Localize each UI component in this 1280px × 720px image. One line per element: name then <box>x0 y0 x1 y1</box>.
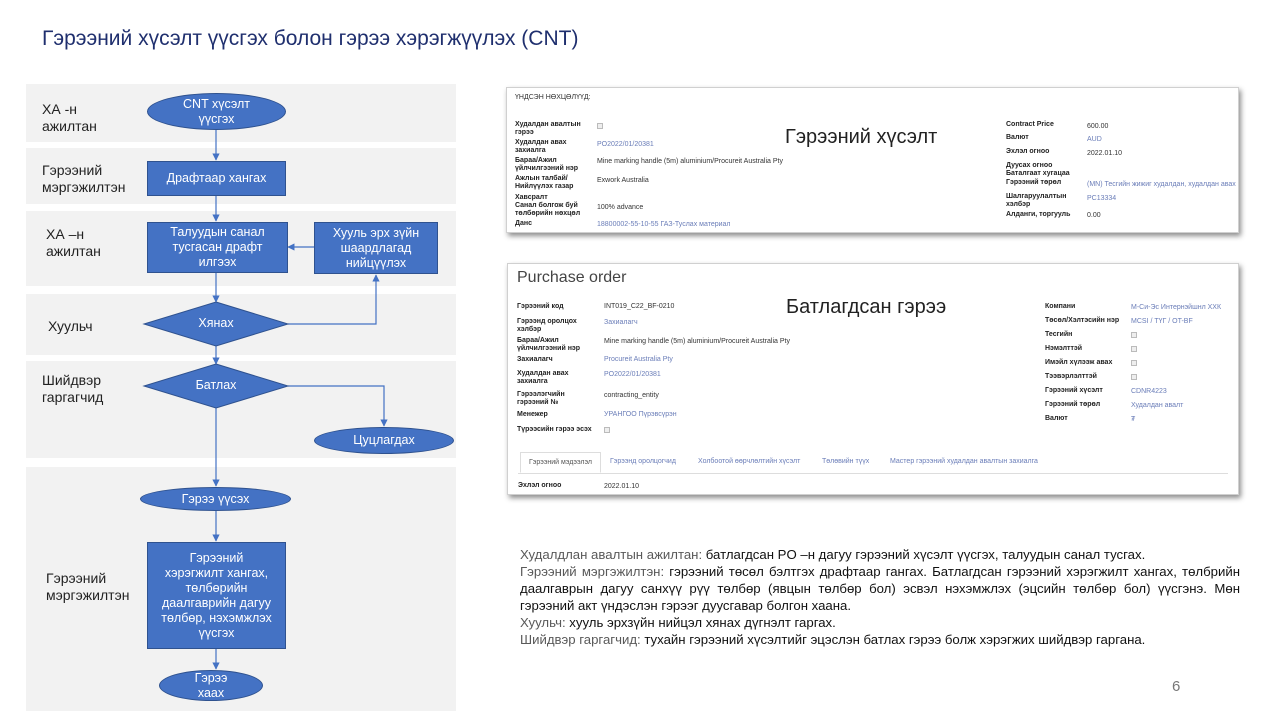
contract-created-oval: Гэрээ үүсэх <box>140 487 291 511</box>
shot2-value[interactable]: УРАНГОО Пүрэвсүрэн <box>604 411 677 418</box>
shot1-right-value: AUD <box>1087 136 1102 143</box>
shot2-start-value: 2022.01.10 <box>604 483 640 490</box>
arrow-approve-to-cancel <box>288 386 384 426</box>
shot1-right-value: 0.00 <box>1087 212 1101 219</box>
review-label: Хянах <box>198 316 234 330</box>
shot1-value: Mine marking handle (5m) aluminium/Procureit Australia Pty <box>597 158 783 165</box>
shot2-label: Түрээсийн гэрээ эсэх <box>517 426 592 433</box>
description-paragraph: Шийдвэр гаргагчид: тухайн гэрээний хүсэлтийг эцэслэн батлах гэрээ болж хэрэгжих шийдвэр гаргана. <box>520 632 1146 647</box>
lane-label-contract-specialist-2: Гэрээний мэргэжилтэн <box>46 570 130 603</box>
shot2-value: contracting_entity <box>604 392 659 399</box>
shot1-checkbox[interactable] <box>597 123 603 129</box>
shot2-right-label: Компани <box>1045 303 1076 310</box>
shot2-label: Гэрээлэгчийн гэрээний № <box>517 391 565 406</box>
tab-status-history[interactable]: Төлөвийн түүх <box>822 458 870 465</box>
contract-request-screenshot <box>506 87 1239 233</box>
shot1-label: Худалдан авах захиалга <box>515 139 567 154</box>
shot2-right-label: Гэрээний төрөл <box>1045 401 1101 408</box>
shot2-right-label: Тесгийн <box>1045 331 1073 338</box>
tab-participants[interactable]: Гэрээнд оролцогчид <box>610 458 676 465</box>
shot1-value[interactable]: PO2022/01/20381 <box>597 141 654 148</box>
shot2-value[interactable]: PO2022/01/20381 <box>604 371 661 378</box>
contract-execution-box: Гэрээний хэрэгжилт хангах, төлбөрийн даалгаврийн дагуу төлбөр, нэхэмжлэх үүсгэх <box>147 542 286 649</box>
shot2-right-label: Гэрээний хүсэлт <box>1045 387 1103 394</box>
shot2-value: Mine marking handle (5m) aluminium/Procureit Australia Pty <box>604 338 790 345</box>
shot1-label: Хавсралт <box>515 194 548 201</box>
shot2-header: Purchase order <box>517 269 627 286</box>
shot1-label: Бараа/Ажил үйлчилгээний нэр <box>515 157 579 172</box>
shot2-tab-bar <box>518 450 1228 474</box>
shot1-label: Санал болгож буй төлбөрийн нөхцөл <box>515 202 581 217</box>
shot1-right-label: Шалгаруулалтын хэлбэр <box>1006 193 1067 208</box>
shot2-checkbox[interactable] <box>604 427 610 433</box>
shot1-right-label: Contract Price <box>1006 121 1054 128</box>
shot1-right-value: 2022.01.10 <box>1087 150 1123 157</box>
shot2-checkbox[interactable] <box>1131 332 1137 338</box>
lane-label-procurement-officer: ХА -н ажилтан <box>42 101 97 134</box>
approve-label: Батлах <box>195 378 237 392</box>
counterparty-draft-box: Талуудын санал тусгасан драфт илгээх <box>147 222 288 273</box>
shot2-checkbox[interactable] <box>1131 360 1137 366</box>
shot1-right-value: 600.00 <box>1087 123 1109 130</box>
shot2-right-value[interactable]: Худалдан авалт <box>1131 402 1184 409</box>
shot1-right-label: Валют <box>1006 134 1029 141</box>
shot2-right-label: Валют <box>1045 415 1068 422</box>
shot2-right-value[interactable]: CDNR4223 <box>1131 388 1167 395</box>
page-number: 6 <box>1172 678 1181 695</box>
shot2-checkbox[interactable] <box>1131 374 1137 380</box>
shot1-value[interactable]: 18800002-55-10-55 ГАЗ-Туслах материал <box>597 221 731 228</box>
lane-label-procurement-officer-2: ХА –н ажилтан <box>46 226 101 259</box>
shot2-label: Гэрээнд оролцох хэлбэр <box>517 318 577 333</box>
role-descriptions <box>520 546 1240 648</box>
shot1-label: Ажлын талбай/ Нийлүүлэх газар <box>515 175 574 190</box>
shot1-big-title: Гэрээний хүсэлт <box>785 126 938 148</box>
lane-label-contract-specialist: Гэрээний мэргэжилтэн <box>42 162 126 195</box>
shot2-right-value: ₮ <box>1131 416 1136 423</box>
draft-provide-box: Драфтаар хангах <box>147 161 286 196</box>
tab-change-requests[interactable]: Холбоотой өөрчлөлтийн хүсэлт <box>698 458 801 465</box>
shot1-right-label: Дуусах огноо <box>1006 162 1053 169</box>
lane-label-decision-makers: Шийдвэр гаргагчид <box>42 372 104 405</box>
shot1-right-label: Баталгаат хугацаа <box>1006 170 1070 177</box>
shot1-right-value: (MN) Тесгийн жижиг худалдан, худалдан авах <box>1087 181 1236 188</box>
tab-master-orders[interactable]: Мастер гэрээний худалдан авалтын захиалга <box>890 458 1038 465</box>
shot2-value: INT019_C22_BF-0210 <box>604 303 675 310</box>
shot2-right-value[interactable]: М-Си-Эс Интернэйшнл ХХК <box>1131 304 1222 311</box>
shot1-label: Данс <box>515 220 533 227</box>
shot2-right-label: Имэйл хүлээж авах <box>1045 359 1113 366</box>
shot2-right-value[interactable]: MCSI / ТҮГ / OT-BF <box>1131 318 1193 325</box>
shot1-right-label: Эхлэл огноо <box>1006 148 1050 155</box>
shot1-right-value: PC13334 <box>1087 195 1117 202</box>
shot2-value[interactable]: Procureit Australia Pty <box>604 356 673 363</box>
legal-compliance-box: Хууль эрх зүйн шаардлагад нийцүүлэх <box>314 222 438 274</box>
slide-title: Гэрээний хүсэлт үүсгэх болон гэрээ хэрэгжүүлэх (CNT) <box>42 27 579 50</box>
shot1-value: 100% advance <box>597 204 644 211</box>
shot2-start-label: Эхлэл огноо <box>518 482 562 489</box>
shot2-big-title: Батлагдсан гэрээ <box>786 296 947 318</box>
shot1-value: Exwork Australia <box>597 177 649 184</box>
lane-label-lawyer: Хуульч <box>48 318 93 334</box>
shot1-right-label: Алданги, торгууль <box>1006 211 1071 218</box>
shot1-right-label: Гэрээний төрөл <box>1006 179 1062 186</box>
shot1-label: Худалдан авалтын гэрээ <box>515 121 581 136</box>
shot1-header: ҮНДСЭН НӨХЦӨЛҮҮД: <box>515 94 591 101</box>
shot2-checkbox[interactable] <box>1131 346 1137 352</box>
description-paragraph: Худалдлан авалтын ажилтан: батлагдсан PO –н дагуу гэрээний хүсэлт үүсгэх, талуудын санал тусгах. <box>520 547 1146 562</box>
approved-contract-screenshot <box>507 263 1239 495</box>
cancel-oval: Цуцлагдах <box>314 427 454 454</box>
close-contract-oval: Гэрээ хаах <box>159 670 263 701</box>
shot2-label: Худалдан авах захиалга <box>517 370 569 385</box>
shot2-right-label: Төсөл/Хэлтэсийн нэр <box>1045 317 1120 324</box>
shot2-label: Захиалагч <box>517 356 553 363</box>
shot2-label: Менежер <box>517 411 548 418</box>
shot2-right-label: Тээвэрлэлттэй <box>1045 373 1097 380</box>
tab-contract-info[interactable]: Гэрээний мэдээлэл <box>520 452 601 473</box>
shot2-label: Гэрээний код <box>517 303 564 310</box>
start-cnt-request: CNT хүсэлт үүсгэх <box>147 93 286 130</box>
shot2-right-label: Нэмэлттэй <box>1045 345 1083 352</box>
arrow-review-to-legal <box>288 275 376 324</box>
description-paragraph: Хуульч: хууль эрхзүйн нийцэл хянах дүгнэлт гаргах. <box>520 615 836 630</box>
shot2-label: Бараа/Ажил үйлчилгээний нэр <box>517 337 581 352</box>
description-paragraph: Гэрээний мэргэжилтэн: гэрээний төсөл бэлтгэх драфтаар гангах. Батлагдсан гэрээний хэрэгжилт хангах, төлбрийн даалгаврын дагуу санхүү рүү төлбөр (явцын төлбөр бол) эсвэл нэхэмжлэх (эцсийн төлбөр бол) үүсгэнэ. Мөн гэрээний акт үндэслэн гэрээг дуусгавар болгон хаана. <box>520 564 1241 613</box>
shot2-value: Захиалагч <box>604 319 638 326</box>
